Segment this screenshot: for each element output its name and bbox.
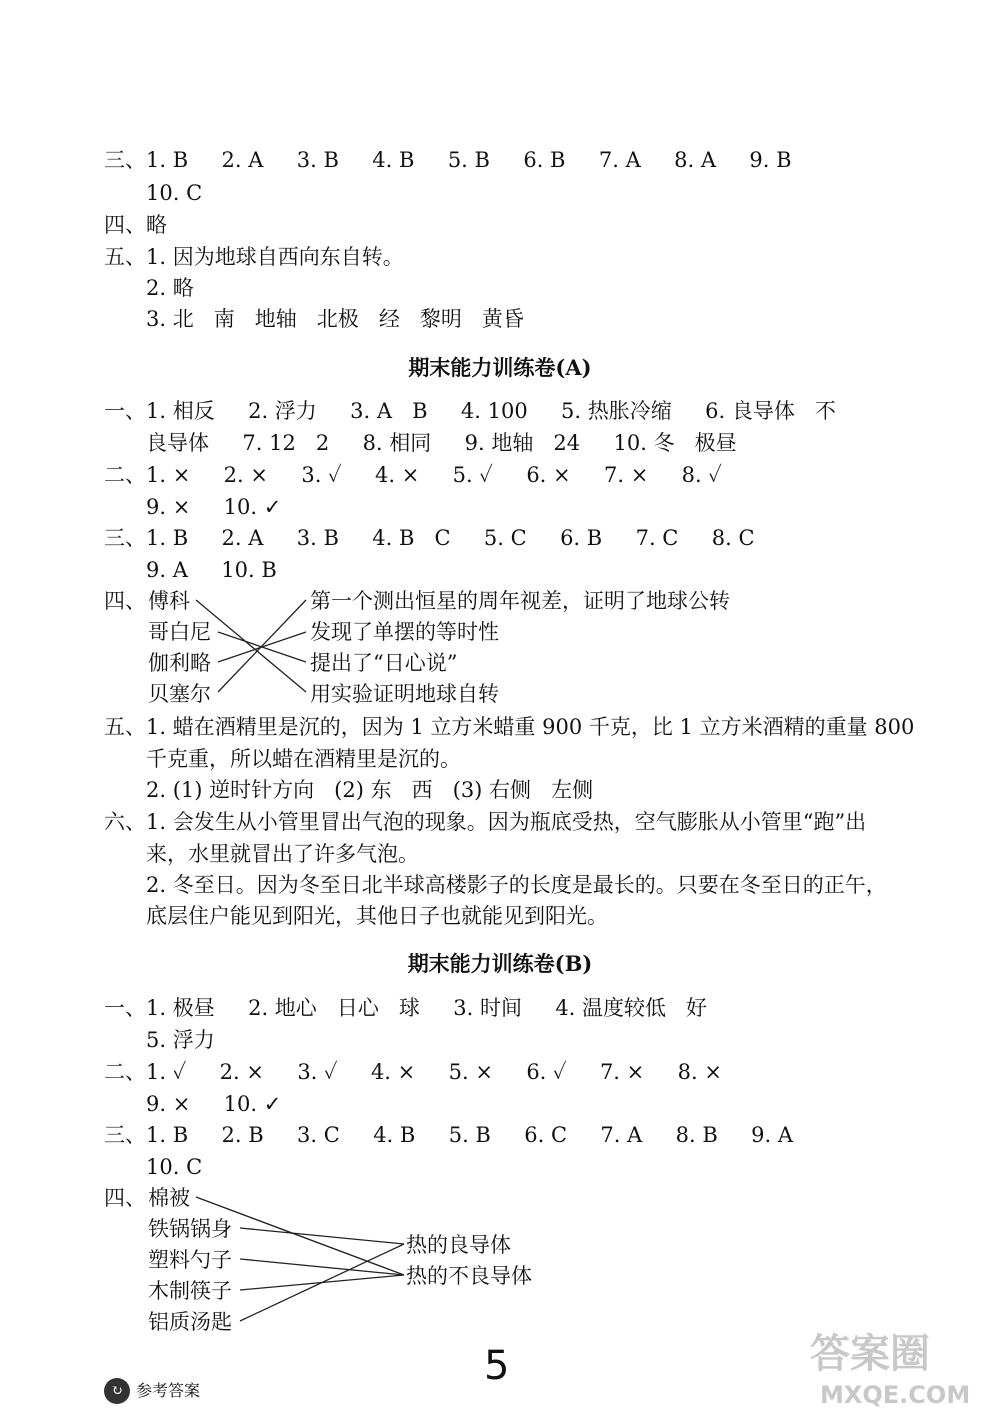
a-q3-line2: 9. A 10. B <box>146 558 277 582</box>
a-q1-line1: 一、1. 相反 2. 浮力 3. A B 4. 100 5. 热胀冷缩 6. 良导体 不 <box>104 399 836 423</box>
section-b-title: 期末能力训练卷(B) <box>407 951 593 976</box>
a-q5-line3: 2. (1) 逆时针方向 (2) 东 西 (3) 右侧 左侧 <box>146 778 594 802</box>
b-q1-line1: 一、1. 极昼 2. 地心 日心 球 3. 时间 4. 温度较低 好 <box>104 996 708 1020</box>
s1-q5-line1: 五、1. 因为地球自西向东自转。 <box>104 245 404 269</box>
a-q4-left-1: 哥白尼 <box>148 620 211 644</box>
s1-q5-line2: 2. 略 <box>146 276 194 300</box>
a-line-beisaier <box>218 600 306 692</box>
a-q6-line3: 2. 冬至日。因为冬至日北半球高楼影子的长度是最长的。只要在冬至日的正午， <box>146 873 887 897</box>
a-q6-line4: 底层住户能见到阳光，其他日子也就能见到阳光。 <box>146 904 608 928</box>
watermark-logo: 答案圈 <box>810 1331 930 1377</box>
b-q4-left-1: 铁锅锅身 <box>148 1217 232 1241</box>
a-q6-line2: 来，水里就冒出了许多气泡。 <box>146 842 419 866</box>
a-q4-right-2: 提出了“日心说” <box>310 651 458 675</box>
b-line-suliao <box>240 1259 404 1275</box>
footer-label: 参考答案 <box>136 1381 201 1400</box>
s1-q4: 四、略 <box>104 213 167 237</box>
b-line-mianbei <box>196 1197 404 1275</box>
s1-q3-line1: 三、1. B 2. A 3. B 4. B 5. B 6. B 7. A 8. A 9. B <box>104 148 792 172</box>
b-q4-label: 四、 <box>104 1186 146 1210</box>
a-q4-left-2: 伽利略 <box>148 651 211 675</box>
b-q4-right-1: 热的不良导体 <box>406 1264 532 1288</box>
a-q4-left-3: 贝塞尔 <box>148 682 211 706</box>
a-q2-line2: 9. × 10. ✓ <box>146 495 282 519</box>
page-number-handwritten: 5 <box>484 1343 510 1389</box>
watermark-url: MXQE.COM <box>820 1381 971 1409</box>
a-q3-line1: 三、1. B 2. A 3. B 4. B C 5. C 6. B 7. C 8. C <box>104 526 755 550</box>
a-q1-line2: 良导体 7. 12 2 8. 相同 9. 地轴 24 10. 冬 极昼 <box>146 431 737 455</box>
b-q4-left-4: 铝质汤匙 <box>148 1310 232 1334</box>
a-q5-line2: 千克重，所以蜡在酒精里是沉的。 <box>146 747 461 771</box>
a-q4-left-0: 傅科 <box>148 589 190 613</box>
b-q1-line2: 5. 浮力 <box>146 1028 215 1052</box>
b-line-lvzhi <box>240 1244 404 1321</box>
s1-q3-line2: 10. C <box>146 181 203 205</box>
s1-q5-line3: 3. 北 南 地轴 北极 经 黎明 黄昏 <box>146 307 524 331</box>
b-q4-right-0: 热的良导体 <box>406 1233 511 1257</box>
section-a-title: 期末能力训练卷(A) <box>408 355 592 380</box>
a-q2-line1: 二、1. × 2. × 3. ✓ 4. × 5. ✓ 6. × 7. × 8. ✓ <box>104 463 722 487</box>
footer-badge-icon: ↻ <box>104 1378 130 1404</box>
b-q4-left-2: 塑料勺子 <box>148 1248 232 1272</box>
b-q3-line1: 三、1. B 2. B 3. C 4. B 5. B 6. C 7. A 8. B 9. A <box>104 1123 794 1147</box>
a-q5-line1: 五、1. 蜡在酒精里是沉的，因为 1 立方米蜡重 900 千克，比 1 立方米酒精的重量 800 <box>104 715 915 739</box>
a-q4-right-1: 发现了单摆的等时性 <box>310 620 499 644</box>
b-q4-left-0: 棉被 <box>148 1186 190 1210</box>
a-q6-line1: 六、1. 会发生从小管里冒出气泡的现象。因为瓶底受热，空气膨胀从小管里“跑”出 <box>104 810 867 834</box>
b-q2-line1: 二、1. ✓ 2. × 3. ✓ 4. × 5. × 6. ✓ 7. × 8. × <box>104 1060 722 1084</box>
a-q4-right-3: 用实验证明地球自转 <box>310 682 499 706</box>
a-q4-label: 四、 <box>104 589 146 613</box>
a-q4-right-0: 第一个测出恒星的周年视差，证明了地球公转 <box>310 589 730 613</box>
a-line-fuke <box>196 600 306 692</box>
b-q3-line2: 10. C <box>146 1155 203 1179</box>
b-q2-line2: 9. × 10. ✓ <box>146 1092 282 1116</box>
b-q4-left-3: 木制筷子 <box>148 1279 232 1303</box>
b-line-tieguo <box>240 1228 404 1244</box>
